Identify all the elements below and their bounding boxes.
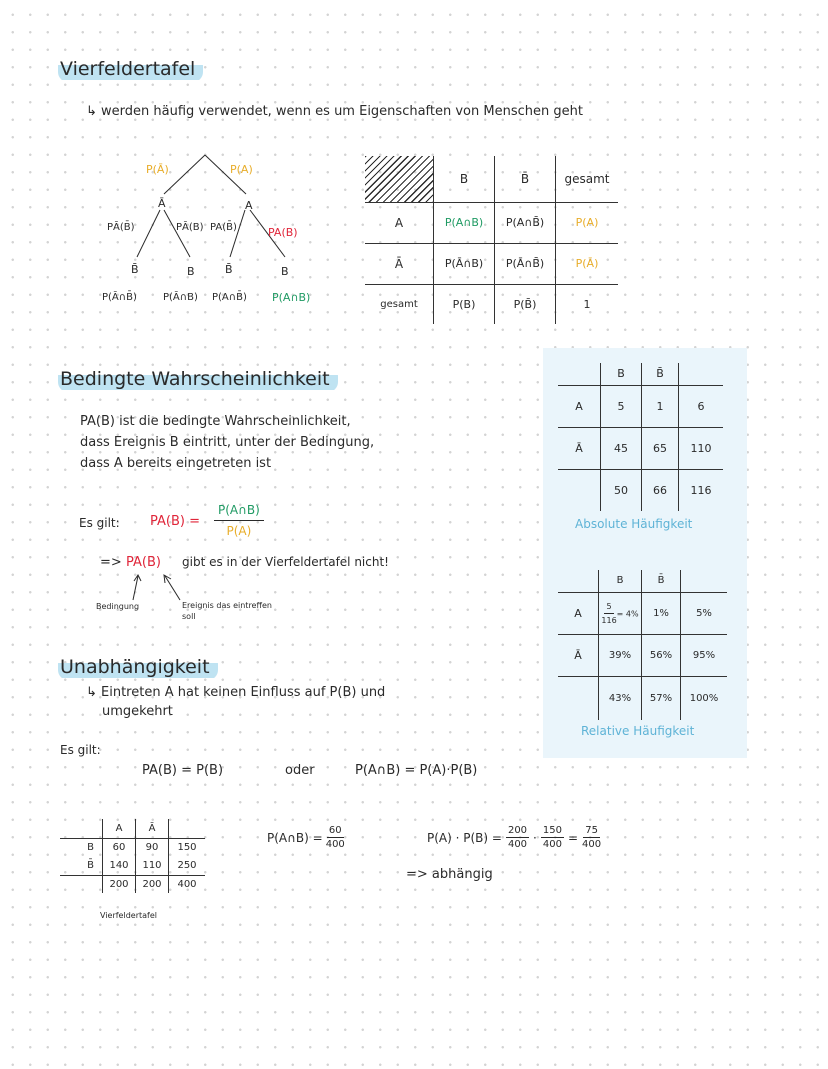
section-title-bedingt: Bedingte Wahrscheinlichkeit (58, 366, 338, 392)
cell: 95% (681, 634, 728, 676)
relative-frequency-caption: Relative Häufigkeit (581, 724, 695, 738)
fraction: $\frac{60}{400}$ (325, 825, 345, 850)
cell: P(Ā∩B̄) (495, 243, 556, 284)
formula-lhs: PA(B) = (150, 514, 200, 529)
cell: 60 (103, 838, 136, 857)
header-bbar: B̄ (642, 570, 681, 592)
note-arrow: => (100, 555, 122, 570)
cell: 140 (103, 857, 136, 875)
note-text: gibt es in der Vierfeldertafel nicht! (182, 555, 389, 569)
tree-pa-b: PA(B) (268, 226, 298, 239)
example-table-caption: Vierfeldertafel (100, 911, 157, 920)
tree-result-3: P(A∩B̄) (212, 292, 247, 303)
row-label: B̄ (87, 860, 94, 872)
header-bbar: B̄ (642, 363, 679, 385)
tree-pabar-bbar: PĀ(B̄) (107, 222, 135, 233)
cell: 90 (136, 838, 169, 857)
cell: 1 (642, 385, 679, 427)
calc-pab: P(A∩B) = $\frac{60}{400}$ (267, 825, 345, 850)
header-gesamt: gesamt (556, 156, 619, 202)
intro-text: ↳ werden häufig verwendet, wenn es um Eigenschaften von Menschen geht (86, 104, 583, 119)
tree-leaf-b-1: B (187, 265, 195, 278)
es-gilt-label-2: Es gilt: (60, 743, 101, 757)
independence-formula-2: P(A∩B) = P(A)·P(B) (355, 763, 478, 778)
label-ereignis: Ereignis das eintreffen soll (182, 601, 272, 621)
tree-p-not-a: P(Ā) (146, 163, 169, 176)
header-b: B (599, 570, 642, 592)
cell-fraction: $\frac{5}{116}$ = 4% (599, 592, 642, 634)
calc-result: => abhängig (406, 867, 493, 882)
fraction: $\frac{200}{400}$ (507, 825, 528, 850)
cell: 56% (642, 634, 681, 676)
tree-node-not-a: Ā (158, 197, 166, 210)
fraction: $\frac{150}{400}$ (542, 825, 562, 850)
header-bbar: B̄ (495, 156, 556, 202)
absolute-frequency-table (558, 363, 723, 511)
tree-pabar-b: PĀ(B) (176, 222, 204, 233)
row-label: gesamt (380, 298, 418, 310)
cell: 45 (601, 427, 642, 469)
row-label: Ā (574, 648, 582, 662)
header-b: B (434, 156, 495, 202)
bedingt-definition: PA(B) ist die bedingte Wahrscheinlichkeit, dass Ereignis B eintritt, unter der Bedingung, dass A bereits eingetreten ist (80, 414, 375, 471)
tree-result-1: P(Ā∩B̄) (102, 292, 137, 303)
example-table (60, 819, 205, 893)
fraction: $\frac{75}{400}$ (582, 825, 602, 850)
cell: 250 (169, 857, 206, 875)
cell: P(B) (434, 284, 495, 324)
cell: 5 (601, 385, 642, 427)
absolute-frequency-caption: Absolute Häufigkeit (575, 517, 693, 531)
independence-formula-1: PA(B) = P(B) (142, 763, 224, 778)
cell: 1 (556, 284, 619, 324)
row-label (60, 875, 103, 893)
cell: 43% (599, 676, 642, 720)
cell: P(A∩B) (434, 202, 495, 243)
header-abar: Ā (136, 819, 169, 838)
page-title: Vierfeldertafel (58, 56, 203, 82)
cell: 66 (642, 469, 679, 511)
tree-leaf-bbar-2: B̄ (225, 263, 233, 276)
row-label (558, 469, 601, 511)
tree-result-4: P(A∩B) (272, 291, 311, 304)
tree-p-a: P(A) (230, 163, 253, 176)
formula-fraction: P(A∩B) P(A) (214, 500, 264, 541)
cell: 100% (681, 676, 728, 720)
tree-leaf-b-2: B (281, 265, 289, 278)
cell: 200 (136, 875, 169, 893)
cell: 57% (642, 676, 681, 720)
header-a: A (103, 819, 136, 838)
oder-label: oder (285, 763, 315, 778)
cell: 50 (601, 469, 642, 511)
vierfeldertafel-table (365, 156, 618, 324)
cell: P(Ā) (556, 243, 619, 284)
tree-result-2: P(Ā∩B) (163, 292, 198, 303)
label-bedingung: Bedingung (96, 602, 140, 611)
cell: P(Ā∩B) (434, 243, 495, 284)
cell: 110 (136, 857, 169, 875)
cell: 1% (642, 592, 681, 634)
header-blank (169, 819, 206, 838)
cell: 110 (679, 427, 724, 469)
relative-frequency-table (558, 570, 727, 720)
cell: 116 (679, 469, 724, 511)
cell: P(A∩B̄) (495, 202, 556, 243)
tree-node-a: A (245, 199, 253, 212)
row-label: Ā (575, 441, 583, 455)
annotation-arrows (125, 572, 185, 602)
row-label: A (574, 606, 582, 620)
tree-pa-bbar: PA(B̄) (210, 222, 237, 233)
tree-leaf-bbar-1: B̄ (131, 263, 139, 276)
section-title-unab: Unabhängigkeit (58, 654, 218, 680)
cell: P(A) (556, 202, 619, 243)
calc-pa-pb: P(A) · P(B) = $\frac{200}{400}$ · $\frac{150}{400}$ = $\frac{75}{400}$ (427, 825, 602, 850)
unab-definition: ↳ Eintreten A hat keinen Einfluss auf P(B) und umgekehrt (86, 685, 386, 719)
row-label: B (87, 842, 94, 854)
probability-tree (90, 150, 350, 280)
row-label: Ā (394, 256, 404, 271)
cell: P(B̄) (495, 284, 556, 324)
fraction: $\frac{5}{116}$ (601, 601, 617, 625)
row-label: A (394, 215, 404, 230)
cell: 39% (599, 634, 642, 676)
es-gilt-label: Es gilt: (79, 516, 120, 530)
row-label (558, 676, 599, 720)
cell: 65 (642, 427, 679, 469)
note-pab: PA(B) (126, 555, 161, 570)
cell: 150 (169, 838, 206, 857)
cell: 400 (169, 875, 206, 893)
header-b: B (601, 363, 642, 385)
cell: 200 (103, 875, 136, 893)
cell: 6 (679, 385, 724, 427)
cell: 5% (681, 592, 728, 634)
row-label: A (575, 399, 583, 413)
